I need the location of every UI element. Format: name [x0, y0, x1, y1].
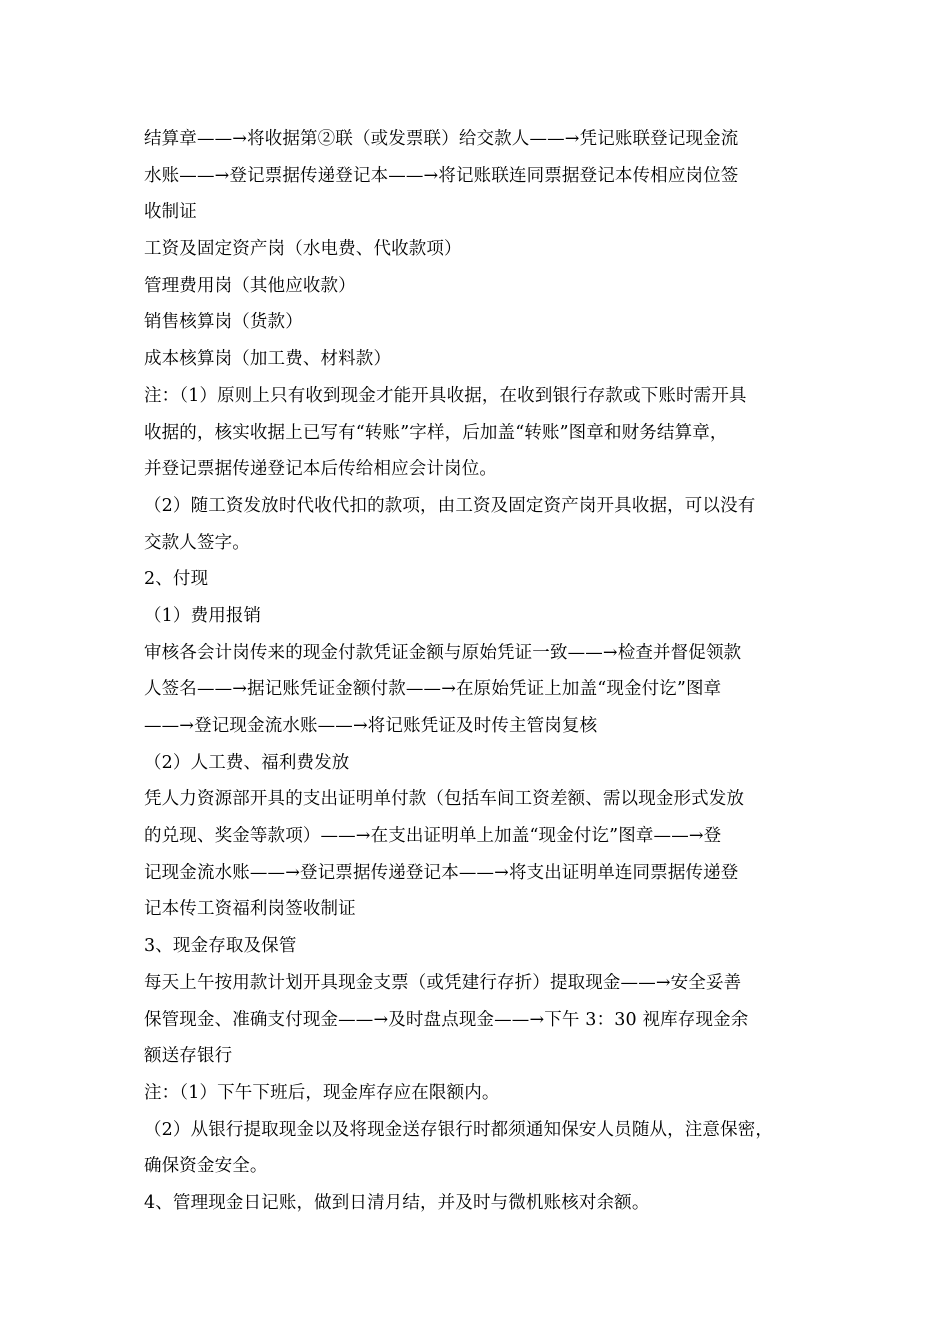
text-line-7: 成本核算岗（加工费、材料款） [144, 349, 392, 370]
document-body [144, 121, 816, 1222]
text-line-27: 注：（1）下午下班后，现金库存应在限额内。 [144, 1082, 500, 1103]
text-line-11: （2）随工资发放时代收代扣的款项，由工资及固定资产岗开具收据，可以没有 [144, 495, 756, 516]
text-line-22: 记本传工资福利岗签收制证 [144, 899, 356, 920]
text-line-15: 审核各会计岗传来的现金付款凭证金额与原始凭证一致——→检查并督促领款 [144, 642, 742, 663]
text-line-25: 保管现金、准确支付现金——→及时盘点现金——→下午 3：30 视库存现金余 [144, 1009, 749, 1030]
text-line-10: 并登记票据传递登记本后传给相应会计岗位。 [144, 459, 497, 480]
text-line-21: 记现金流水账——→登记票据传递登记本——→将支出证明单连同票据传递登 [144, 862, 739, 883]
text-line-28: （2）从银行提取现金以及将现金送存银行时都须通知保安人员随从，注意保密， [144, 1119, 774, 1140]
text-line-3: 收制证 [144, 202, 197, 223]
section-heading-fuxian: 2、付现 [144, 569, 209, 590]
text-line-19: 凭人力资源部开具的支出证明单付款（包括车间工资差额、需以现金形式发放 [144, 789, 745, 810]
text-line-20: 的兑现、奖金等款项）——→在支出证明单上加盖“现金付讫”图章——→登 [144, 826, 722, 847]
text-line-6: 销售核算岗（货款） [144, 312, 303, 333]
text-line-17: ——→登记现金流水账——→将记账凭证及时传主管岗复核 [144, 716, 598, 736]
text-line-29: 确保资金安全。 [144, 1156, 268, 1177]
text-line-26: 额送存银行 [144, 1046, 233, 1067]
text-line-1: 结算章——→将收据第②联（或发票联）给交款人——→凭记账联登记现金流 [144, 129, 739, 149]
text-line-12: 交款人签字。 [144, 532, 250, 553]
text-line-24: 每天上午按用款计划开具现金支票（或凭建行存折）提取现金——→安全妥善 [144, 972, 742, 993]
subsection-heading-labor-welfare: （2）人工费、福利费发放 [144, 752, 350, 773]
text-line-4: 工资及固定资产岗（水电费、代收款项） [144, 239, 462, 260]
text-line-16: 人签名——→据记账凭证金额付款——→在原始凭证上加盖“现金付讫”图章 [144, 679, 722, 700]
section-heading-cash-storage: 3、现金存取及保管 [144, 936, 297, 957]
section-heading-cash-journal: 4、管理现金日记账，做到日清月结，并及时与微机账核对余额。 [144, 1192, 650, 1213]
text-line-5: 管理费用岗（其他应收款） [144, 275, 356, 296]
subsection-heading-fee-reimbursement: （1）费用报销 [144, 605, 262, 626]
text-line-9: 收据的，核实收据上已写有“转账”字样，后加盖“转账”图章和财务结算章， [144, 422, 728, 443]
text-line-8: 注：（1）原则上只有收到现金才能开具收据，在收到银行存款或下账时需开具 [144, 385, 747, 406]
text-line-2: 水账——→登记票据传递登记本——→将记账联连同票据登记本传相应岗位签 [144, 165, 739, 186]
